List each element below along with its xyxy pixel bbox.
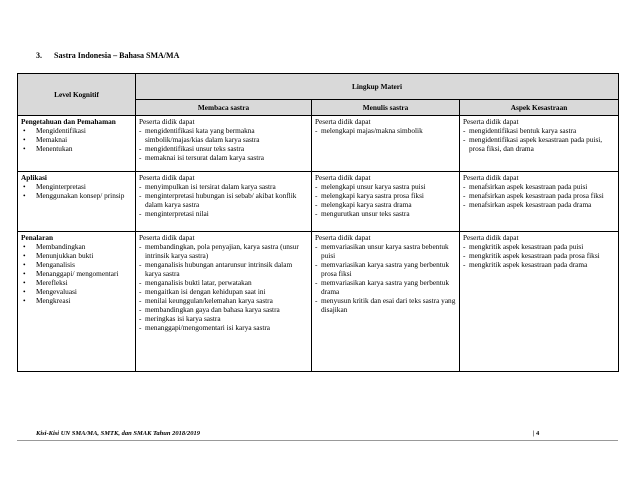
aspek-cell [460,232,619,372]
membaca-cell [136,232,312,372]
level-item: • Menanggapi/ mengomentari [21,269,132,278]
cell-lead: Peserta didik dapat [139,173,195,182]
cell-list [139,182,308,218]
list-item: - melengkapi karya sastra drama [315,200,456,209]
list-item: - memaknai isi tersurat dalam karya sastra [139,153,308,162]
level-kognitif-header: Level Kognitif [18,74,136,116]
level-list [21,242,132,305]
level-item: • Mengidentifikasi [21,126,132,135]
list-item: - mengidentifikasi unsur teks sastra [139,144,308,153]
footer-document-title: Kisi-Kisi UN SMA/MA, SMTK, dan SMAK Tahun 2018/2019 [36,430,200,437]
level-item: • Merefleksi [21,278,132,287]
cell-list [315,126,456,135]
list-item: - mengkritik aspek kesastraan pada puisi [463,242,615,251]
level-title: Pengetahuan dan Pemahaman [21,117,116,126]
level-title: Aplikasi [21,173,47,182]
level-list [21,182,132,200]
cell-list [315,182,456,218]
list-item: - menanggapi/mengomentari isi karya sastra [139,323,308,332]
menulis-cell [312,116,460,172]
list-item: - menyimpulkan isi tersirat dalam karya sastra [139,182,308,191]
list-item: - mengidentifikasi kata yang bermakna simbolik/majas/kias dalam karya sastra [139,126,308,144]
list-item: - melengkapi majas/makna simbolik [315,126,456,135]
table-row [18,232,619,372]
level-item: • Memaknai [21,135,132,144]
footer-divider [17,440,618,441]
level-item: • Menganalisis [21,260,132,269]
level-item: • Menggunakan konsep/ prinsip [21,191,132,200]
cell-lead: Peserta didik dapat [463,233,519,242]
level-item: • Menentukan [21,144,132,153]
list-item: - menilai keunggulan/kelemahan karya sastra [139,296,308,305]
cell-lead: Peserta didik dapat [315,233,371,242]
cell-list [139,242,308,332]
aspek-cell [460,116,619,172]
cell-lead: Peserta didik dapat [463,117,519,126]
list-item: - mengkritik aspek kesastraan pada drama [463,260,615,269]
column-header-menulis: Menulis sastra [312,100,460,116]
cell-lead: Peserta didik dapat [315,173,371,182]
membaca-cell [136,116,312,172]
cell-list [463,126,615,153]
menulis-cell [312,232,460,372]
list-item: - mengaitkan isi dengan kehidupan saat ini [139,287,308,296]
level-item: • Mengkreasi [21,296,132,305]
level-title: Penalaran [21,233,54,242]
cell-list [139,126,308,162]
cell-list [315,242,456,314]
cell-lead: Peserta didik dapat [463,173,519,182]
list-item: - meringkas isi karya sastra [139,314,308,323]
aspek-cell [460,172,619,232]
list-item: - mengidentifikasi aspek kesastraan pada puisi, prosa fiksi, dan drama [463,135,615,153]
cell-lead: Peserta didik dapat [139,233,195,242]
list-item: - menganalisis bukti latar, perwatakan [139,278,308,287]
list-item: - mengurutkan unsur teks sastra [315,209,456,218]
list-item: - mengkritik aspek kesastraan pada prosa fiksi [463,251,615,260]
list-item: - menyusun kritik dan esai dari teks sastra yang disajikan [315,296,456,314]
list-item: - mengidentifikasi bentuk karya sastra [463,126,615,135]
list-item: - membandingkan, pola penyajian, karya sastra (unsur intrinsik karya sastra) [139,242,308,260]
list-item: - memvariasikan karya sastra yang berbentuk drama [315,278,456,296]
kisi-kisi-table [17,73,619,372]
table-row [18,116,619,172]
level-item: • Membandingkan [21,242,132,251]
list-item: - menafsirkan aspek kesastraan pada prosa fiksi [463,191,615,200]
list-item: - melengkapi karya sastra prosa fiksi [315,191,456,200]
list-item: - membandingkan gaya dan bahasa karya sastra [139,305,308,314]
level-list [21,126,132,153]
list-item: - menginterpretasi hubungan isi sebab/ akibat konflik dalam karya sastra [139,191,308,209]
section-title: Sastra Indonesia – Bahasa SMA/MA [54,51,180,60]
level-cell [18,116,136,172]
level-item: • Menginterpretasi [21,182,132,191]
cell-lead: Peserta didik dapat [315,117,371,126]
list-item: - menganalisis hubungan antarunsur intrinsik dalam karya sastra [139,260,308,278]
section-number: 3. [36,51,42,60]
list-item: - memvariasikan karya sastra yang berbentuk prosa fiksi [315,260,456,278]
menulis-cell [312,172,460,232]
cell-lead: Peserta didik dapat [139,117,195,126]
section-heading [36,51,179,60]
level-cell [18,232,136,372]
page-number: | 4 [533,430,540,437]
column-header-membaca: Membaca sastra [136,100,312,116]
list-item: - menafsirkan aspek kesastraan pada puisi [463,182,615,191]
list-item: - menginterpretasi nilai [139,209,308,218]
cell-list [463,242,615,269]
level-cell [18,172,136,232]
lingkup-materi-header: Lingkup Materi [136,74,619,100]
membaca-cell [136,172,312,232]
list-item: - memvariasikan unsur karya sastra bebentuk puisi [315,242,456,260]
level-item: • Mengevaluasi [21,287,132,296]
list-item: - menafsirkan aspek kesastraan pada drama [463,200,615,209]
cell-list [463,182,615,209]
list-item: - melengkapi unsur karya sastra puisi [315,182,456,191]
level-item: • Menunjukkan bukti [21,251,132,260]
column-header-aspek: Aspek Kesastraan [460,100,619,116]
table-row [18,172,619,232]
